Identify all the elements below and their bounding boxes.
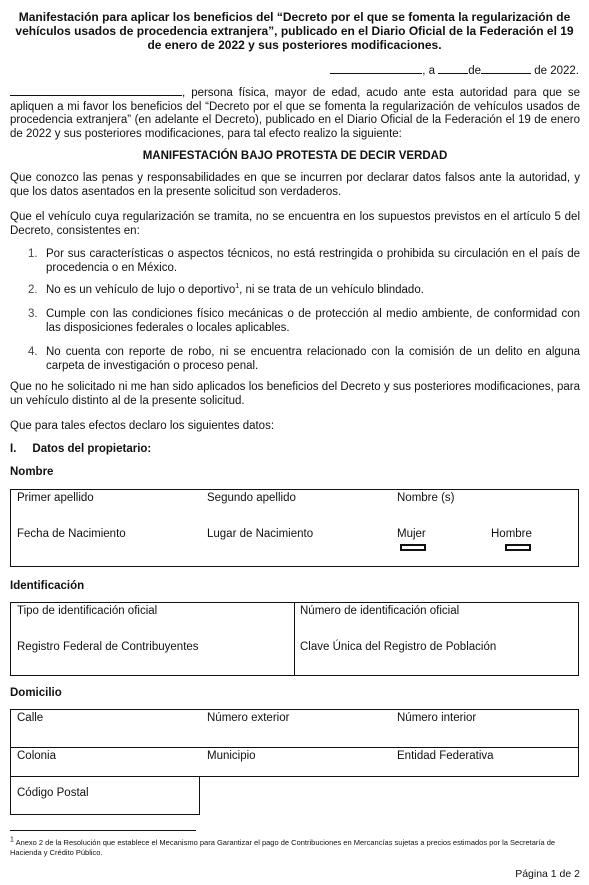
list-item: [28, 346, 580, 373]
footnote-ref: 1: [235, 283, 240, 291]
curp-label: Clave Única del Registro de Población: [300, 641, 497, 653]
municipio-label: Municipio: [207, 750, 256, 762]
segundo-apellido-label: Segundo apellido: [207, 492, 296, 504]
place-blank[interactable]: [330, 62, 422, 74]
row-divider: [11, 747, 578, 748]
intro-paragraph: [10, 84, 580, 141]
mujer-label: Mujer: [397, 528, 426, 540]
footnote-number: 1: [10, 836, 14, 844]
list-item: [28, 284, 580, 298]
fecha-nacimiento-label: Fecha de Nacimiento: [17, 528, 126, 540]
section-heading: [10, 443, 151, 455]
footnote: [10, 838, 585, 858]
name-blank[interactable]: [10, 84, 182, 96]
codigo-postal-box: [10, 776, 200, 815]
list-text: No cuenta con reporte de robo, ni se encuentra relacionado con la comisión de un delito en alguna carpeta de investigación o proceso penal.: [46, 346, 580, 372]
colonia-label: Colonia: [17, 750, 56, 762]
date-separator-de: de: [468, 65, 482, 77]
list-item: [28, 248, 580, 275]
numero-identificacion-label: Número de identificación oficial: [300, 605, 460, 617]
list-number: 1.: [28, 248, 38, 260]
footnote-rule: [10, 830, 196, 831]
paragraph-vehicle: Que el vehículo cuya regularización se tramita, no se encuentra en los supuestos previstos en el artículo 5 del Decreto, consistentes en:: [10, 211, 580, 237]
column-divider: [294, 603, 295, 675]
lugar-nacimiento-label: Lugar de Nacimiento: [207, 528, 314, 540]
section-label: Datos del propietario:: [32, 443, 152, 455]
domicilio-box: [10, 709, 579, 777]
calle-label: Calle: [17, 712, 44, 724]
list-item: [28, 308, 580, 335]
day-blank[interactable]: [438, 62, 468, 74]
nombres-label: Nombre (s): [397, 492, 455, 504]
hombre-label: Hombre: [491, 528, 532, 540]
nombre-title: Nombre: [10, 466, 54, 478]
document-title: Manifestación para aplicar los beneficios del “Decreto por el que se fomenta la regularización de vehículos usados de procedencia extranjera”, publicado en el Diario Oficial de la Federación el 19 de enero de 2022 y sus posteriores modificaciones.: [15, 10, 574, 52]
list-text: Cumple con las condiciones físico mecánicas o de protección al medio ambiente, de conformidad con las disposiciones federales o locales aplicables.: [46, 308, 580, 334]
mujer-checkbox[interactable]: [400, 544, 426, 551]
rfc-label: Registro Federal de Contribuyentes: [17, 641, 199, 653]
footnote-text: Anexo 2 de la Resolución que establece el Mecanismo para Garantizar el pago de Contribuciones en Mercancías sujetas a precios estimados por la Secretaría de Hacienda y Crédito Público.: [10, 838, 556, 857]
entidad-federativa-label: Entidad Federativa: [397, 750, 494, 762]
month-blank[interactable]: [481, 62, 531, 74]
codigo-postal-label: Código Postal: [17, 787, 89, 799]
date-line: [330, 62, 579, 77]
declaration-heading: MANIFESTACIÓN BAJO PROTESTA DE DECIR VERDAD: [142, 150, 448, 162]
date-year: de 2022.: [531, 65, 579, 77]
date-separator-a: , a: [422, 65, 439, 77]
list-text-part-b: , ni se trata de un vehículo blindado.: [239, 284, 424, 296]
tipo-identificacion-label: Tipo de identificación oficial: [17, 605, 158, 617]
paragraph-data-intro: Que para tales efectos declaro los siguientes datos:: [10, 420, 275, 432]
nombre-box: [10, 489, 579, 567]
list-text: Por sus características o aspectos técnicos, no está restringida o prohibida su circulación en el país de procedencia o en México.: [46, 248, 580, 274]
list-text: [46, 284, 580, 298]
list-number: 4.: [28, 346, 38, 358]
list-text-part-a: No es un vehículo de lujo o deportivo: [46, 284, 236, 296]
intro-text: , persona física, mayor de edad, acudo ante esta autoridad para que se apliquen a mi favor los beneficios del “Decreto por el que se fomenta la regularización de vehículos usados de procedencia extranjera” (en adelante el Decreto), publicado en el Diario Oficial de la Federación el 19 de enero de 2022 y sus posteriores modificaciones, para tal efecto realizo la siguiente:: [10, 87, 580, 140]
numero-exterior-label: Número exterior: [207, 712, 290, 724]
list-number: 3.: [28, 308, 38, 320]
paragraph-penalties: Que conozco las penas y responsabilidades en que se incurren por declarar datos falsos ante la autoridad, y que los datos asentados en la presente solicitud son verdaderos.: [10, 172, 580, 198]
identificacion-box: [10, 602, 579, 676]
list-number: 2.: [28, 284, 38, 296]
hombre-checkbox[interactable]: [505, 544, 531, 551]
primer-apellido-label: Primer apellido: [17, 492, 94, 504]
section-number: I.: [10, 443, 17, 455]
page-number: Página 1 de 2: [515, 868, 580, 880]
paragraph-no-benefits: Que no he solicitado ni me han sido aplicados los beneficios del Decreto y sus posteriores modificaciones, para un vehículo distinto al de la presente solicitud.: [10, 381, 580, 407]
identificacion-title: Identificación: [10, 580, 85, 592]
numero-interior-label: Número interior: [397, 712, 477, 724]
domicilio-title: Domicilio: [10, 687, 62, 699]
